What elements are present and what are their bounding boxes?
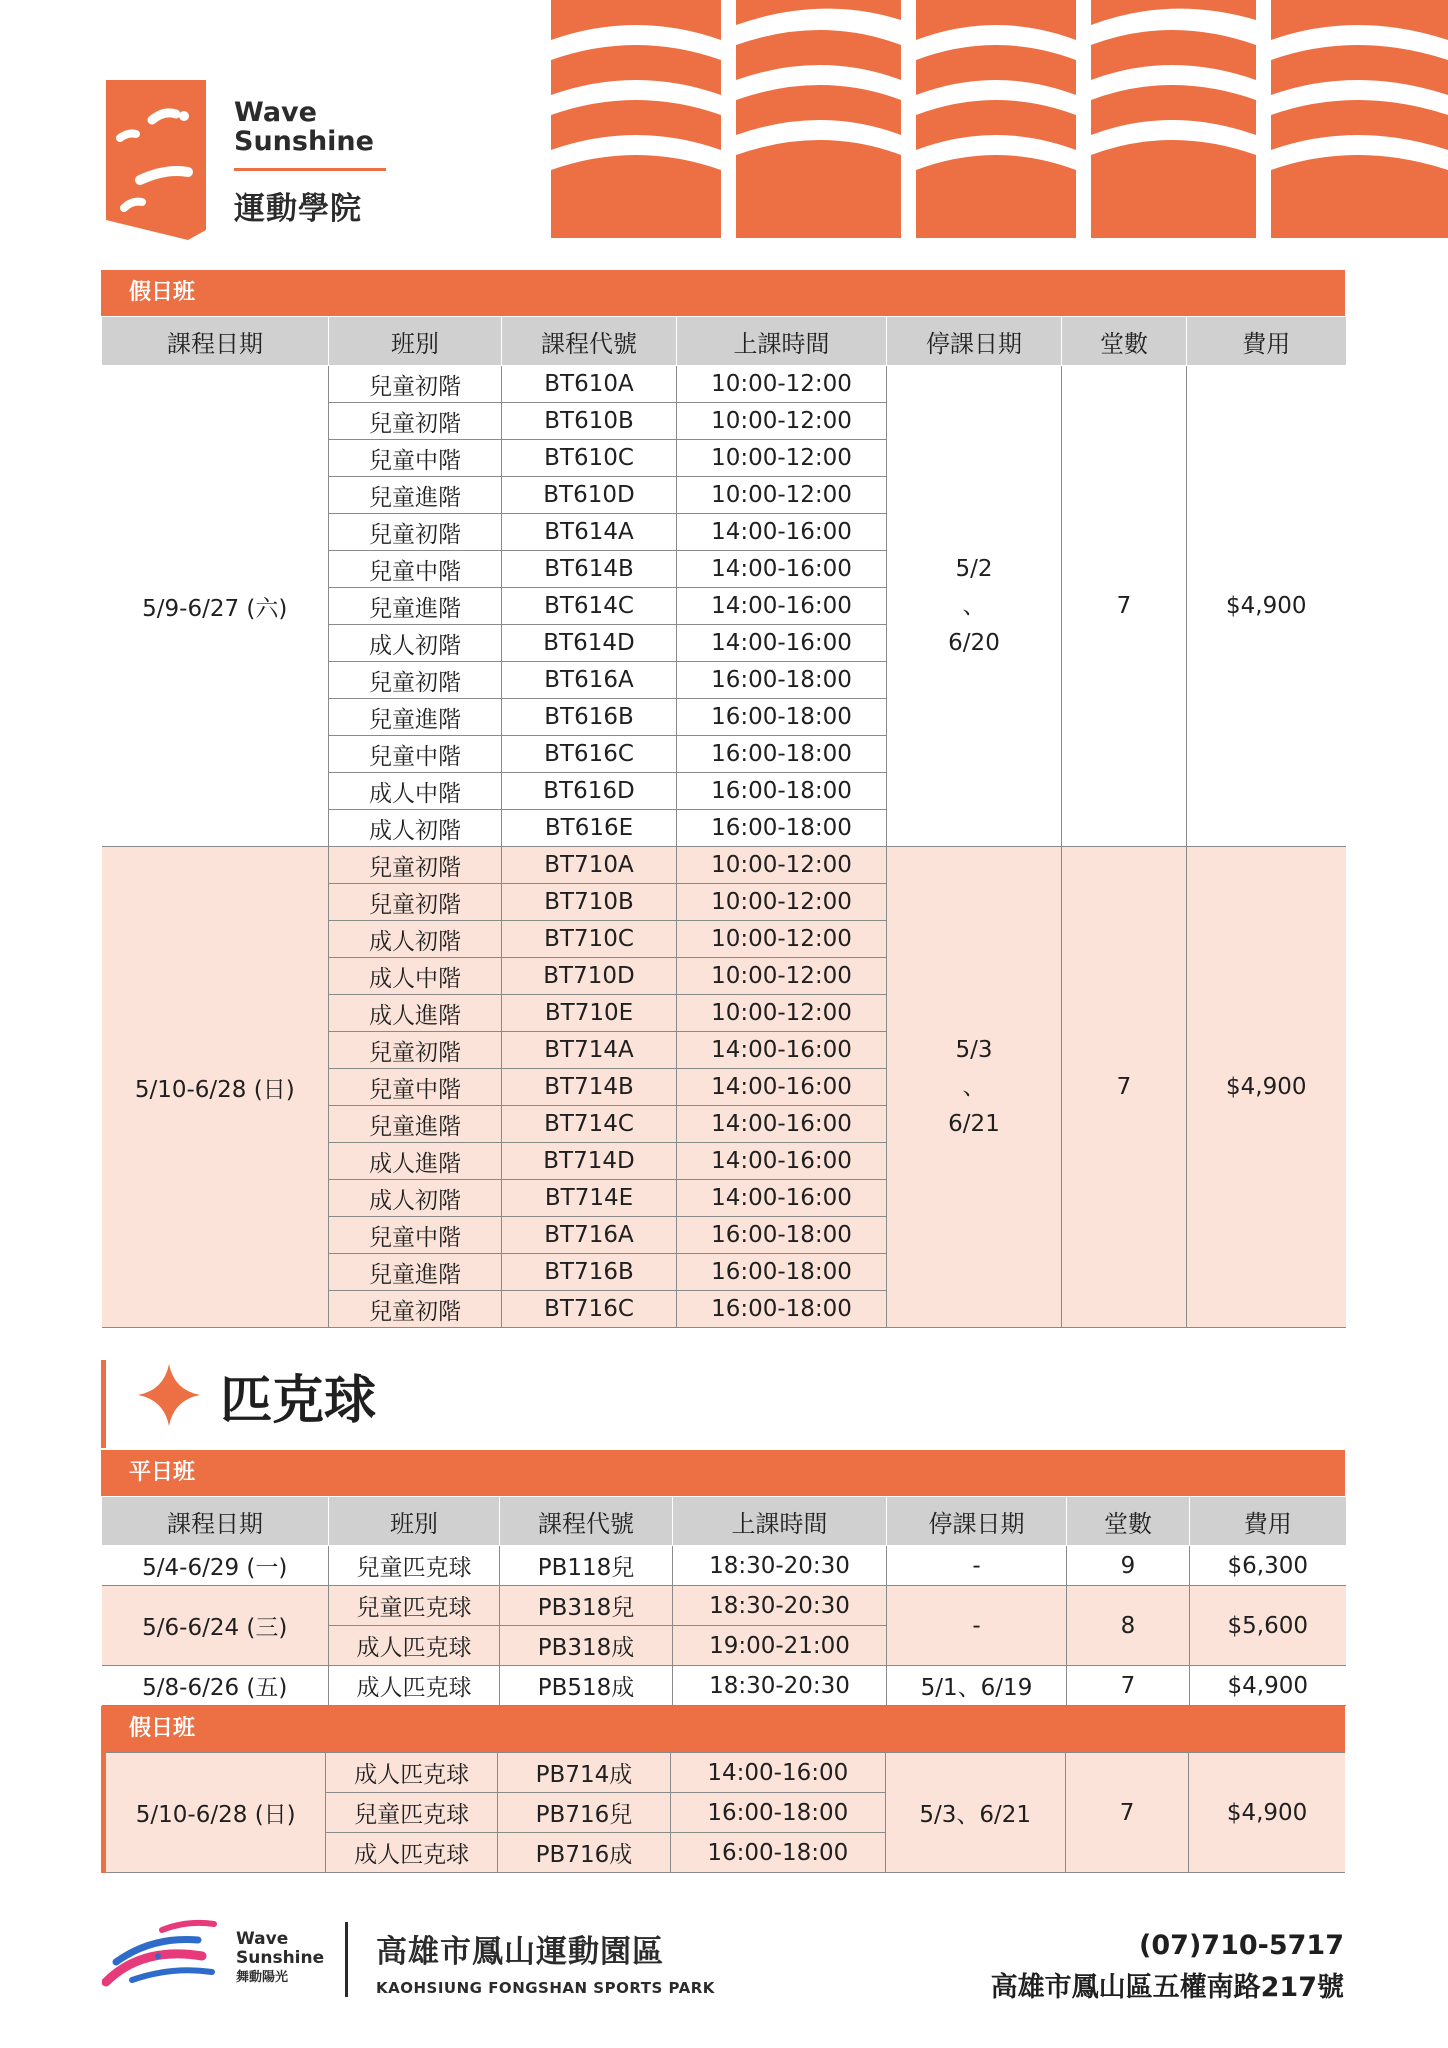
class-time-cell: 14:00-16:00	[677, 625, 887, 662]
class-time-cell: 16:00-18:00	[671, 1793, 885, 1833]
class-time-cell: 14:00-16:00	[671, 1753, 885, 1793]
class-level-cell: 成人匹克球	[326, 1753, 497, 1793]
pickleball-title: 匹克球	[220, 1371, 377, 1431]
footer-brand-zh: 舞動陽光	[236, 1970, 289, 1985]
course-code-cell: BT610C	[502, 440, 677, 477]
class-time-cell: 10:00-12:00	[677, 995, 887, 1032]
class-time-cell: 18:30-20:30	[673, 1586, 887, 1626]
class-level-cell: 兒童初階	[329, 366, 502, 403]
class-time-cell: 16:00-18:00	[671, 1833, 885, 1873]
tennis-weekend-table	[101, 316, 1346, 1328]
class-level-cell: 兒童進階	[329, 477, 502, 514]
class-time-cell: 14:00-16:00	[677, 1069, 887, 1106]
class-level-cell: 兒童中階	[329, 736, 502, 773]
class-level-cell: 兒童初階	[329, 403, 502, 440]
fee-cell: $4,900	[1190, 1666, 1346, 1706]
pickleball-weekend-label: 假日班	[101, 1706, 1345, 1752]
course-code-cell: PB318兒	[500, 1586, 673, 1626]
cancel-date-line: 5/2	[955, 555, 993, 582]
footer-divider	[345, 1922, 348, 1997]
col-header-sessions: 堂數	[1062, 317, 1187, 366]
class-time-cell: 16:00-18:00	[677, 810, 887, 847]
class-level-cell: 成人初階	[329, 625, 502, 662]
class-time-cell: 14:00-16:00	[677, 1106, 887, 1143]
col-header-time: 上課時間	[673, 1497, 887, 1546]
class-level-cell: 兒童匹克球	[329, 1586, 500, 1626]
course-code-cell: BT710E	[502, 995, 677, 1032]
class-time-cell: 10:00-12:00	[677, 847, 887, 884]
col-header-cancel: 停課日期	[887, 317, 1062, 366]
course-code-cell: BT714E	[502, 1180, 677, 1217]
table-row	[102, 1586, 1346, 1626]
course-date-cell: 5/10-6/28 (日)	[102, 847, 329, 1328]
table-row	[102, 366, 1346, 403]
table-row	[102, 1666, 1346, 1706]
cancel-date-line: 6/20	[948, 629, 1000, 656]
cancel-date-line: 、	[962, 592, 986, 619]
class-time-cell: 10:00-12:00	[677, 921, 887, 958]
cancel-dates-cell: -	[887, 1586, 1067, 1666]
class-level-cell: 兒童初階	[329, 1291, 502, 1328]
pickleball-table	[101, 1496, 1346, 1706]
wave-sunshine-logo-mark	[106, 80, 206, 240]
class-level-cell: 成人匹克球	[329, 1626, 500, 1666]
class-level-cell: 兒童初階	[329, 847, 502, 884]
course-code-cell: BT610B	[502, 403, 677, 440]
class-time-cell: 10:00-12:00	[677, 403, 887, 440]
col-header-fee: 費用	[1187, 317, 1346, 366]
venue-name-en: KAOHSIUNG FONGSHAN SPORTS PARK	[376, 1979, 715, 1997]
pickleball-weekday-label: 平日班	[101, 1450, 1345, 1496]
table-row	[102, 1546, 1346, 1586]
fee-cell: $5,600	[1190, 1586, 1346, 1666]
brand-name-line2: Sunshine	[234, 126, 374, 157]
class-level-cell: 兒童初階	[329, 1032, 502, 1069]
course-code-cell: PB318成	[500, 1626, 673, 1666]
course-code-cell: PB716兒	[497, 1793, 670, 1833]
wave-pattern-banner	[551, 0, 1448, 238]
course-code-cell: BT614D	[502, 625, 677, 662]
class-time-cell: 14:00-16:00	[677, 514, 887, 551]
fee-cell: $4,900	[1189, 1753, 1345, 1873]
course-code-cell: BT714B	[502, 1069, 677, 1106]
course-code-cell: BT710A	[502, 847, 677, 884]
class-level-cell: 兒童進階	[329, 699, 502, 736]
course-code-cell: BT616D	[502, 773, 677, 810]
table-header-row	[102, 317, 1346, 366]
session-count-cell: 9	[1067, 1546, 1190, 1586]
class-time-cell: 10:00-12:00	[677, 440, 887, 477]
footer-brand-line2: Sunshine	[236, 1948, 325, 1968]
fee-cell: $4,900	[1187, 847, 1346, 1328]
col-header-date: 課程日期	[102, 1497, 329, 1546]
course-code-cell: BT710B	[502, 884, 677, 921]
class-time-cell: 18:30-20:30	[673, 1666, 887, 1706]
col-header-cancel: 停課日期	[887, 1497, 1067, 1546]
course-code-cell: BT714C	[502, 1106, 677, 1143]
course-date-cell: 5/9-6/27 (六)	[102, 366, 329, 847]
class-level-cell: 兒童進階	[329, 588, 502, 625]
class-time-cell: 10:00-12:00	[677, 477, 887, 514]
col-header-fee: 費用	[1190, 1497, 1346, 1546]
course-date-cell: 5/6-6/24 (三)	[102, 1586, 329, 1666]
class-time-cell: 16:00-18:00	[677, 773, 887, 810]
session-count-cell: 7	[1062, 366, 1187, 847]
col-header-code: 課程代號	[500, 1497, 673, 1546]
class-time-cell: 10:00-12:00	[677, 884, 887, 921]
diamond-icon	[138, 1364, 200, 1426]
course-code-cell: BT616A	[502, 662, 677, 699]
class-time-cell: 19:00-21:00	[673, 1626, 887, 1666]
session-count-cell: 8	[1067, 1586, 1190, 1666]
class-time-cell: 16:00-18:00	[677, 1291, 887, 1328]
course-code-cell: BT614B	[502, 551, 677, 588]
brand-divider	[234, 168, 386, 171]
cancel-date-line: 6/21	[948, 1110, 1000, 1137]
course-code-cell: BT614C	[502, 588, 677, 625]
course-code-cell: PB716成	[497, 1833, 670, 1873]
class-time-cell: 16:00-18:00	[677, 699, 887, 736]
header-brand	[234, 98, 386, 228]
col-header-date: 課程日期	[102, 317, 329, 366]
course-code-cell: BT716B	[502, 1254, 677, 1291]
class-level-cell: 兒童中階	[329, 1217, 502, 1254]
course-code-cell: PB518成	[500, 1666, 673, 1706]
class-level-cell: 成人中階	[329, 773, 502, 810]
course-code-cell: PB118兒	[500, 1546, 673, 1586]
contact-phone: (07)710-5717	[1139, 1930, 1344, 1961]
class-level-cell: 兒童初階	[329, 884, 502, 921]
class-level-cell: 成人中階	[329, 958, 502, 995]
class-time-cell: 16:00-18:00	[677, 1254, 887, 1291]
venue-name-zh: 高雄市鳳山運動園區	[376, 1934, 664, 1970]
tennis-weekend-section	[101, 270, 1345, 1328]
course-code-cell: BT610A	[502, 366, 677, 403]
course-code-cell: BT616B	[502, 699, 677, 736]
class-level-cell: 兒童中階	[329, 440, 502, 477]
pickleball-section	[101, 1450, 1345, 1873]
class-level-cell: 成人初階	[329, 810, 502, 847]
class-time-cell: 14:00-16:00	[677, 1032, 887, 1069]
class-level-cell: 兒童匹克球	[326, 1793, 497, 1833]
class-level-cell: 兒童匹克球	[329, 1546, 500, 1586]
class-level-cell: 兒童進階	[329, 1106, 502, 1143]
fee-cell: $6,300	[1190, 1546, 1346, 1586]
class-time-cell: 14:00-16:00	[677, 588, 887, 625]
cancel-dates-cell	[887, 847, 1062, 1328]
course-code-cell: BT616E	[502, 810, 677, 847]
table-row	[102, 847, 1346, 884]
footer-contact	[991, 1930, 1344, 2004]
session-count-cell: 7	[1065, 1753, 1188, 1873]
class-level-cell: 兒童初階	[329, 662, 502, 699]
class-level-cell: 兒童中階	[329, 551, 502, 588]
cancel-date-line: 5/3	[955, 1036, 993, 1063]
footer-brand	[236, 1930, 324, 1988]
class-time-cell: 14:00-16:00	[677, 1143, 887, 1180]
course-code-cell: BT714D	[502, 1143, 677, 1180]
course-code-cell: PB714成	[497, 1753, 670, 1793]
footer-brand-line1: Wave	[236, 1929, 289, 1949]
brand-name-zh: 運動學院	[234, 191, 362, 227]
class-time-cell: 18:30-20:30	[673, 1546, 887, 1586]
class-level-cell: 兒童初階	[329, 514, 502, 551]
table-row	[104, 1753, 1346, 1793]
class-level-cell: 兒童中階	[329, 1069, 502, 1106]
class-level-cell: 成人初階	[329, 1180, 502, 1217]
course-date-cell: 5/10-6/28 (日)	[104, 1753, 326, 1873]
course-date-cell: 5/4-6/29 (一)	[102, 1546, 329, 1586]
class-level-cell: 成人匹克球	[326, 1833, 497, 1873]
class-time-cell: 16:00-18:00	[677, 662, 887, 699]
course-code-cell: BT710D	[502, 958, 677, 995]
course-code-cell: BT616C	[502, 736, 677, 773]
class-time-cell: 14:00-16:00	[677, 551, 887, 588]
class-time-cell: 10:00-12:00	[677, 366, 887, 403]
course-code-cell: BT716A	[502, 1217, 677, 1254]
cancel-dates-cell	[887, 366, 1062, 847]
col-header-class: 班別	[329, 1497, 500, 1546]
course-code-cell: BT716C	[502, 1291, 677, 1328]
course-date-cell: 5/8-6/26 (五)	[102, 1666, 329, 1706]
cancel-dates-cell: 5/1、6/19	[887, 1666, 1067, 1706]
class-time-cell: 10:00-12:00	[677, 958, 887, 995]
contact-address: 高雄市鳳山區五權南路217號	[990, 1972, 1344, 2003]
col-header-code: 課程代號	[502, 317, 677, 366]
tennis-weekend-label: 假日班	[101, 270, 1345, 316]
col-header-class: 班別	[329, 317, 502, 366]
class-level-cell: 成人匹克球	[329, 1666, 500, 1706]
class-level-cell: 成人進階	[329, 1143, 502, 1180]
fee-cell: $4,900	[1187, 366, 1346, 847]
session-count-cell: 7	[1062, 847, 1187, 1328]
cancel-dates-cell: -	[887, 1546, 1067, 1586]
course-code-cell: BT614A	[502, 514, 677, 551]
cancel-dates-cell: 5/3、6/21	[885, 1753, 1065, 1873]
course-code-cell: BT710C	[502, 921, 677, 958]
table-header-row	[102, 1497, 1346, 1546]
class-level-cell: 兒童進階	[329, 1254, 502, 1291]
class-level-cell: 成人初階	[329, 921, 502, 958]
class-time-cell: 16:00-18:00	[677, 1217, 887, 1254]
course-code-cell: BT714A	[502, 1032, 677, 1069]
class-time-cell: 16:00-18:00	[677, 736, 887, 773]
course-code-cell: BT610D	[502, 477, 677, 514]
class-time-cell: 14:00-16:00	[677, 1180, 887, 1217]
pickleball-section-title	[101, 1360, 706, 1448]
footer-venue	[376, 1926, 715, 1997]
col-header-time: 上課時間	[677, 317, 887, 366]
class-level-cell: 成人進階	[329, 995, 502, 1032]
wave-sunshine-footer-logo	[102, 1916, 222, 1996]
session-count-cell: 7	[1067, 1666, 1190, 1706]
cancel-date-line: 、	[962, 1073, 986, 1100]
brand-name-line1: Wave	[234, 97, 317, 128]
col-header-sessions: 堂數	[1067, 1497, 1190, 1546]
pickleball-weekend-table	[101, 1752, 1345, 1873]
